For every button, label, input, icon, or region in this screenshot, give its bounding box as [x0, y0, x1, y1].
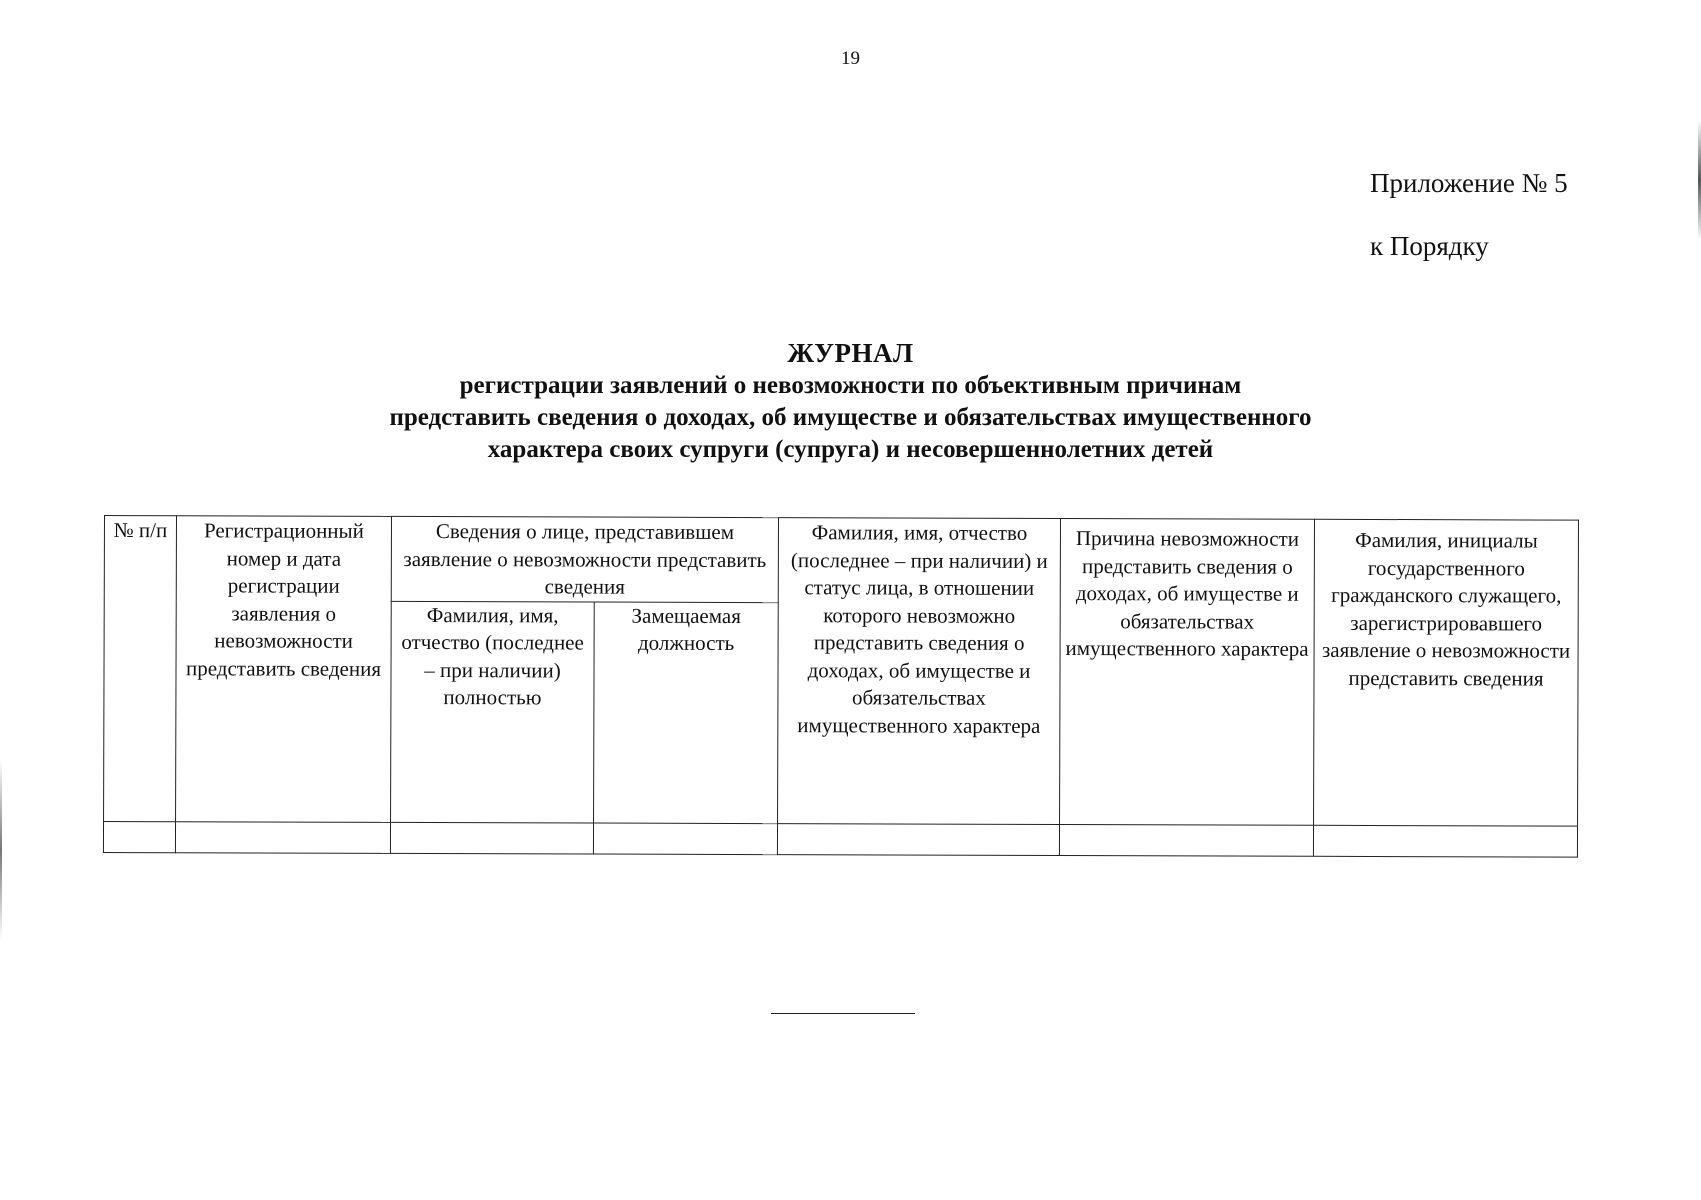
scan-edge-artifact	[0, 760, 2, 940]
title-line-2: представить сведения о доходах, об имуществе и обязательствах имущественного	[389, 404, 1312, 431]
title-main: ЖУРНАЛ	[787, 338, 914, 368]
appendix-number: Приложение № 5	[1370, 168, 1568, 198]
header-person-name: Фамилия, имя, отчество (последнее – при наличии) полностью	[391, 601, 595, 823]
table-cell	[175, 821, 390, 853]
header-reason: Причина невозможности представить сведения о доходах, об имуществе и обязательствах имущественного характера	[1060, 519, 1315, 825]
header-registrar: Фамилия, инициалы государственного гражданского служащего, зарегистрировавшего заявление о невозможности представить сведения	[1314, 519, 1579, 825]
journal-table	[103, 515, 1579, 857]
page-number: 19	[841, 48, 860, 69]
appendix-note	[1370, 170, 1568, 260]
table-cell	[1313, 825, 1577, 857]
header-number: № п/п	[104, 516, 177, 822]
table-cell	[777, 823, 1059, 855]
bottom-separator-line	[771, 1013, 915, 1014]
header-person-group: Сведения о лице, представившем заявление о невозможности представить сведения	[391, 516, 778, 602]
table-cell	[593, 823, 777, 855]
title-line-3: характера своих супруги (супруга) и несовершеннолетних детей	[487, 436, 1214, 463]
table-cell	[390, 822, 593, 854]
document-title	[0, 336, 1701, 466]
title-line-1: регистрации заявлений о невозможности по объективным причинам	[459, 372, 1242, 399]
header-registration: Регистрационный номер и дата регистрации заявления о невозможности представить сведения	[176, 516, 392, 822]
table-row	[103, 821, 1577, 857]
header-person-position: Замещаемая должность	[594, 602, 779, 824]
table-cell	[1059, 824, 1313, 856]
table-cell	[103, 821, 175, 852]
header-relative: Фамилия, имя, отчество (последнее – при наличии) и статус лица, в отношении которого невозможно представить сведения о доходах, об имуществе и обязательствах имущественного характера	[778, 518, 1061, 824]
appendix-reference: к Порядку	[1370, 231, 1489, 261]
header-row-1	[104, 516, 1578, 605]
